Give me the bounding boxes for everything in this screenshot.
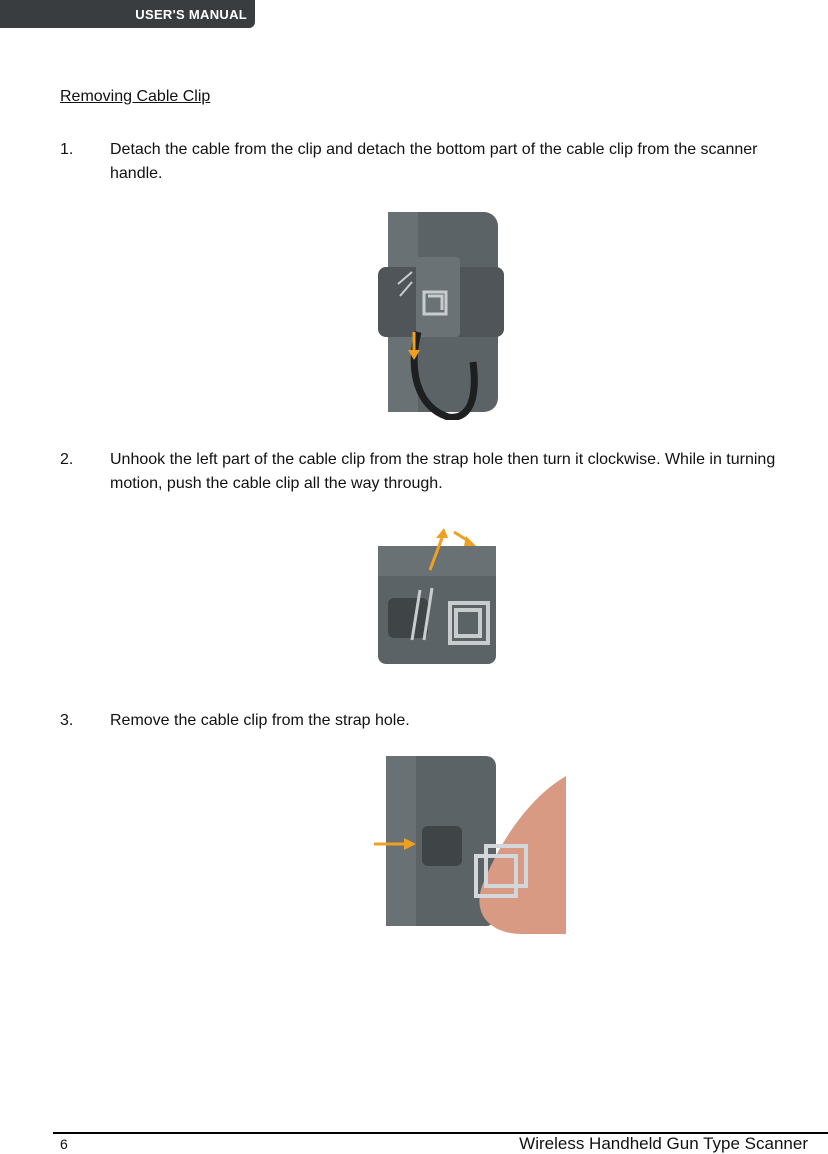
photo-remove-clip [372,756,566,934]
step-text: Unhook the left part of the cable clip from the strap hole then turn it clockwise. While in turning motion, push the cable clip all the way through. [110,451,776,492]
footer-title: Wireless Handheld Gun Type Scanner [519,1134,808,1153]
step-text: Detach the cable from the clip and detach the bottom part of the cable clip from the scanner handle. [110,141,758,182]
photo-unhook-clip [372,528,512,668]
step-number: 1. [60,141,74,158]
section-title: Removing Cable Clip [60,88,211,105]
step-text: Remove the cable clip from the strap hole. [110,712,410,729]
header-label: USER'S MANUAL [135,6,247,22]
page-number: 6 [60,1136,68,1152]
step-number: 3. [60,712,74,729]
header-tab [0,0,255,28]
step-number: 2. [60,451,74,468]
photo-detach-cable [378,212,506,420]
